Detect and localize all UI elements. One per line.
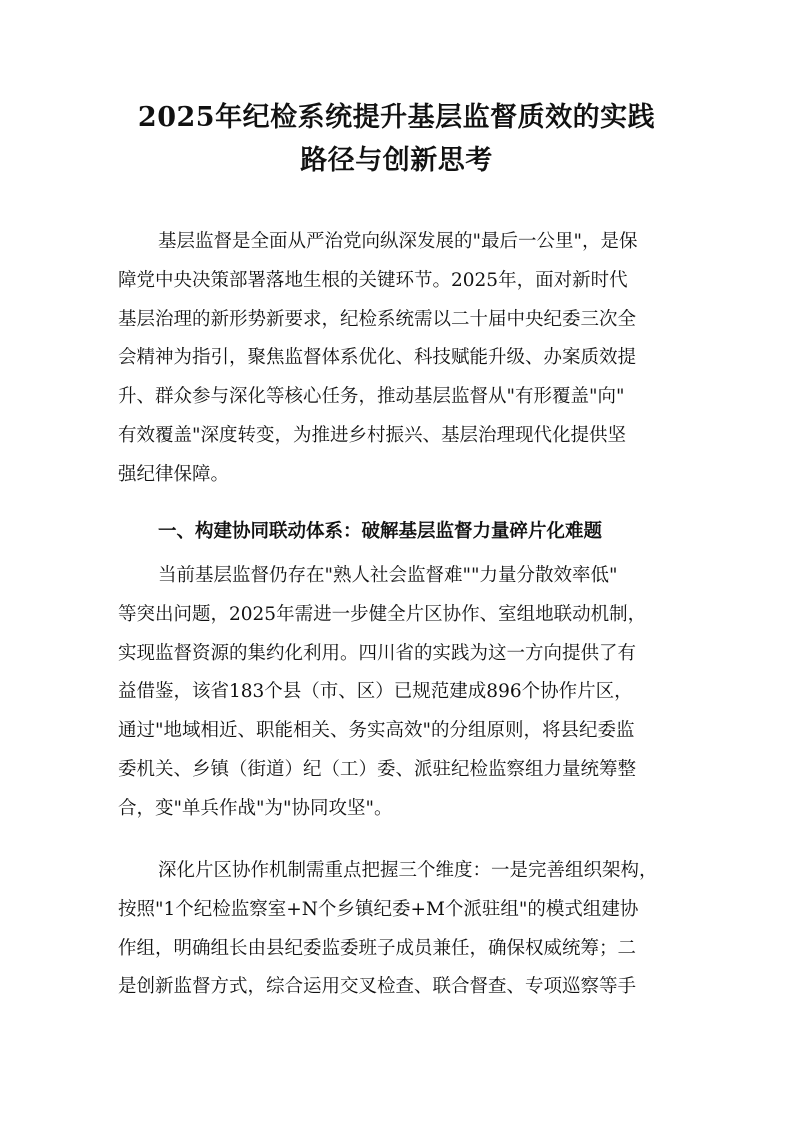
paragraph-1-line: 基层治理的新形势新要求，纪检系统需以二十届中央纪委三次全 bbox=[118, 308, 637, 330]
paragraph-1-line: 升、群众参与深化等核心任务，推动基层监督从"有形覆盖"向" bbox=[118, 386, 625, 408]
paragraph-1-line: 会精神为指引，聚焦监督体系优化、科技赋能升级、办案质效提 bbox=[118, 347, 637, 369]
paragraph-2-line: 实现监督资源的集约化利用。四川省的实践为这一方向提供了有 bbox=[118, 642, 637, 664]
paragraph-3-line: 按照"1个纪检监察室+N个乡镇纪委+M个派驻组"的模式组建协 bbox=[118, 898, 639, 920]
paragraph-1-line: 基层监督是全面从严治党向纵深发展的"最后一公里"，是保 bbox=[158, 231, 638, 252]
paragraph-3-line: 是创新监督方式，综合运用交叉检查、联合督查、专项巡察等手 bbox=[118, 976, 637, 998]
paragraph-2-line: 通过"地域相近、职能相关、务实高效"的分组原则，将县纪委监 bbox=[118, 720, 635, 742]
paragraph-1-line: 有效覆盖"深度转变，为推进乡村振兴、基层治理现代化提供坚 bbox=[118, 424, 627, 446]
paragraph-1-line: 障党中央决策部署落地生根的关键环节。2025年，面对新时代 bbox=[118, 269, 628, 291]
paragraph-1-line: 强纪律保障。 bbox=[118, 463, 230, 485]
document-title-line-1: 2025年纪检系统提升基层监督质效的实践 bbox=[137, 102, 656, 133]
paragraph-2 bbox=[118, 557, 678, 829]
paragraph-2-line: 当前基层监督仍存在"熟人社会监督难""力量分散效率低" bbox=[158, 565, 618, 586]
document-title-line-2: 路径与创新思考 bbox=[300, 145, 493, 176]
paragraph-2-line: 益借鉴，该省183个县（市、区）已规范建成896个协作片区， bbox=[118, 681, 633, 703]
section-heading-1: 一、构建协同联动体系：破解基层监督力量碎片化难题 bbox=[158, 521, 603, 542]
paragraph-2-line: 委机关、乡镇（街道）纪（工）委、派驻纪检监察组力量统筹整 bbox=[118, 758, 637, 780]
paragraph-2-line: 等突出问题，2025年需进一步健全片区协作、室组地联动机制， bbox=[118, 603, 647, 625]
paragraph-3-line: 深化片区协作机制需重点把握三个维度：一是完善组织架构， bbox=[158, 860, 658, 881]
paragraph-3 bbox=[118, 852, 678, 1007]
paragraph-2-line: 合，变"单兵作战"为"协同攻坚"。 bbox=[118, 797, 393, 819]
paragraph-3-line: 作组，明确组长由县纪委监委班子成员兼任，确保权威统筹；二 bbox=[118, 937, 637, 959]
paragraph-1 bbox=[118, 223, 678, 495]
